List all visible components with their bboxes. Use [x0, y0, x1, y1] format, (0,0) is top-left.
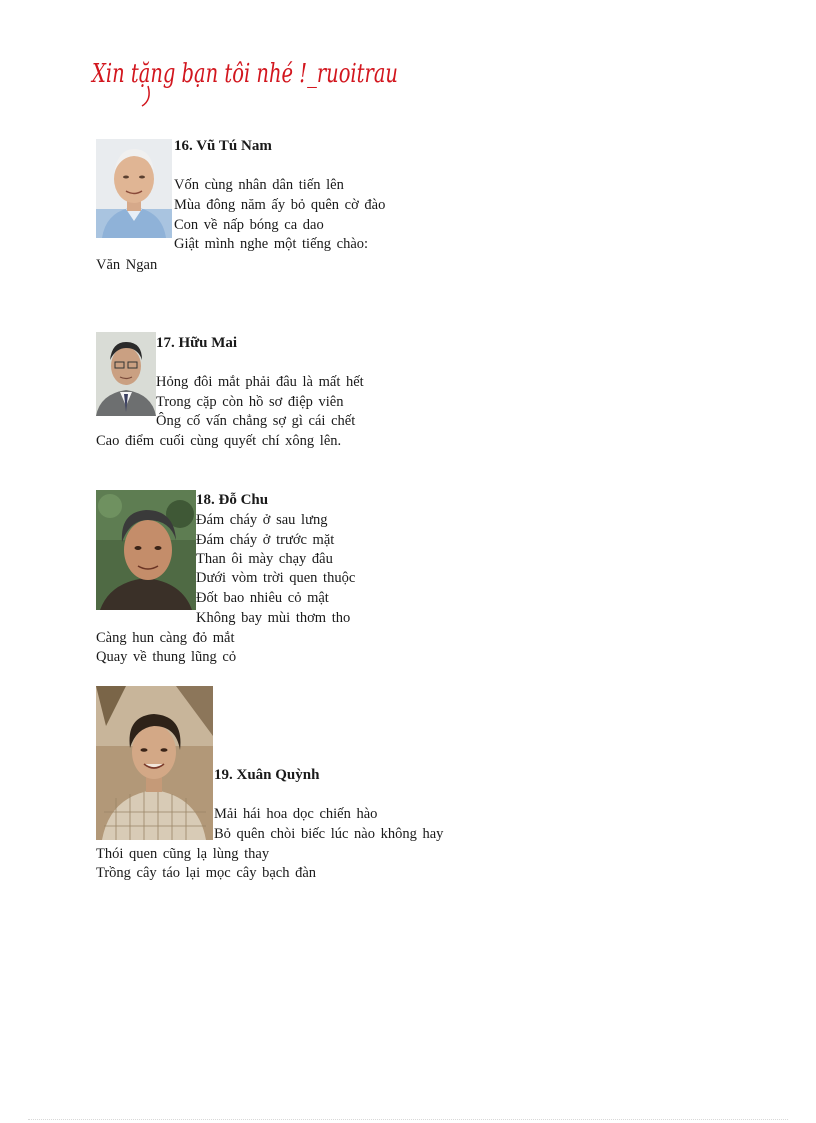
verse-line: Đám cháy ở sau lưng: [196, 512, 328, 528]
verse-line: Thói quen cũng lạ lùng thay: [96, 846, 270, 862]
verse-line: Mùa đông năm ấy bỏ quên cờ đào: [174, 197, 386, 213]
verse-line: Đám cháy ở trước mặt: [196, 532, 335, 548]
verse-line: Không bay mùi thơm tho: [196, 610, 351, 626]
entry-title: 16. Vũ Tú Nam: [174, 138, 272, 154]
verse-line: Vốn cùng nhân dân tiến lên: [174, 177, 344, 193]
verse-line: Giật mình nghe một tiếng chào:: [174, 236, 369, 252]
portrait-xuan-quynh: [96, 686, 213, 840]
verse-line: Dưới vòm trời quen thuộc: [196, 570, 356, 586]
page-bottom-divider: [28, 1119, 788, 1120]
verse-line: Bỏ quên chòi biếc lúc nào không hay: [214, 826, 444, 842]
portrait-do-chu: [96, 490, 196, 610]
verse-line: Trồng cây táo lại mọc cây bạch đàn: [96, 865, 317, 881]
verse-line: Con về nấp bóng ca dao: [174, 217, 324, 233]
verse-line: Trong cặp còn hồ sơ điệp viên: [156, 394, 344, 410]
verse-line: Cao điểm cuối cùng quyết chí xông lên.: [96, 433, 342, 449]
banner-flourish: [142, 86, 149, 106]
verse-line: Quay về thung lũng cỏ: [96, 649, 237, 665]
verse-line: Hỏng đôi mắt phải đâu là mất hết: [156, 374, 364, 390]
portrait-vu-tu-nam: [96, 139, 172, 238]
portrait-huu-mai: [96, 332, 156, 416]
verse-line: Ông cố vấn chẳng sợ gì cái chết: [156, 413, 356, 429]
verse-line: Càng hun càng đỏ mắt: [96, 630, 235, 646]
verse-line: Than ôi mày chạy đâu: [196, 551, 333, 567]
verse-line: Đốt bao nhiêu cỏ mật: [196, 590, 329, 606]
entry-title: 17. Hữu Mai: [156, 335, 238, 351]
verse-line: Văn Ngan: [96, 257, 158, 273]
entry-title: 18. Đỗ Chu: [196, 492, 269, 508]
entry-title: 19. Xuân Quỳnh: [214, 767, 320, 783]
verse-line: Mải hái hoa dọc chiến hào: [214, 806, 378, 822]
banner-dedication: [90, 52, 410, 108]
banner-text: Xin tặng bạn tôi nhé !_ruoitrau: [90, 59, 398, 89]
